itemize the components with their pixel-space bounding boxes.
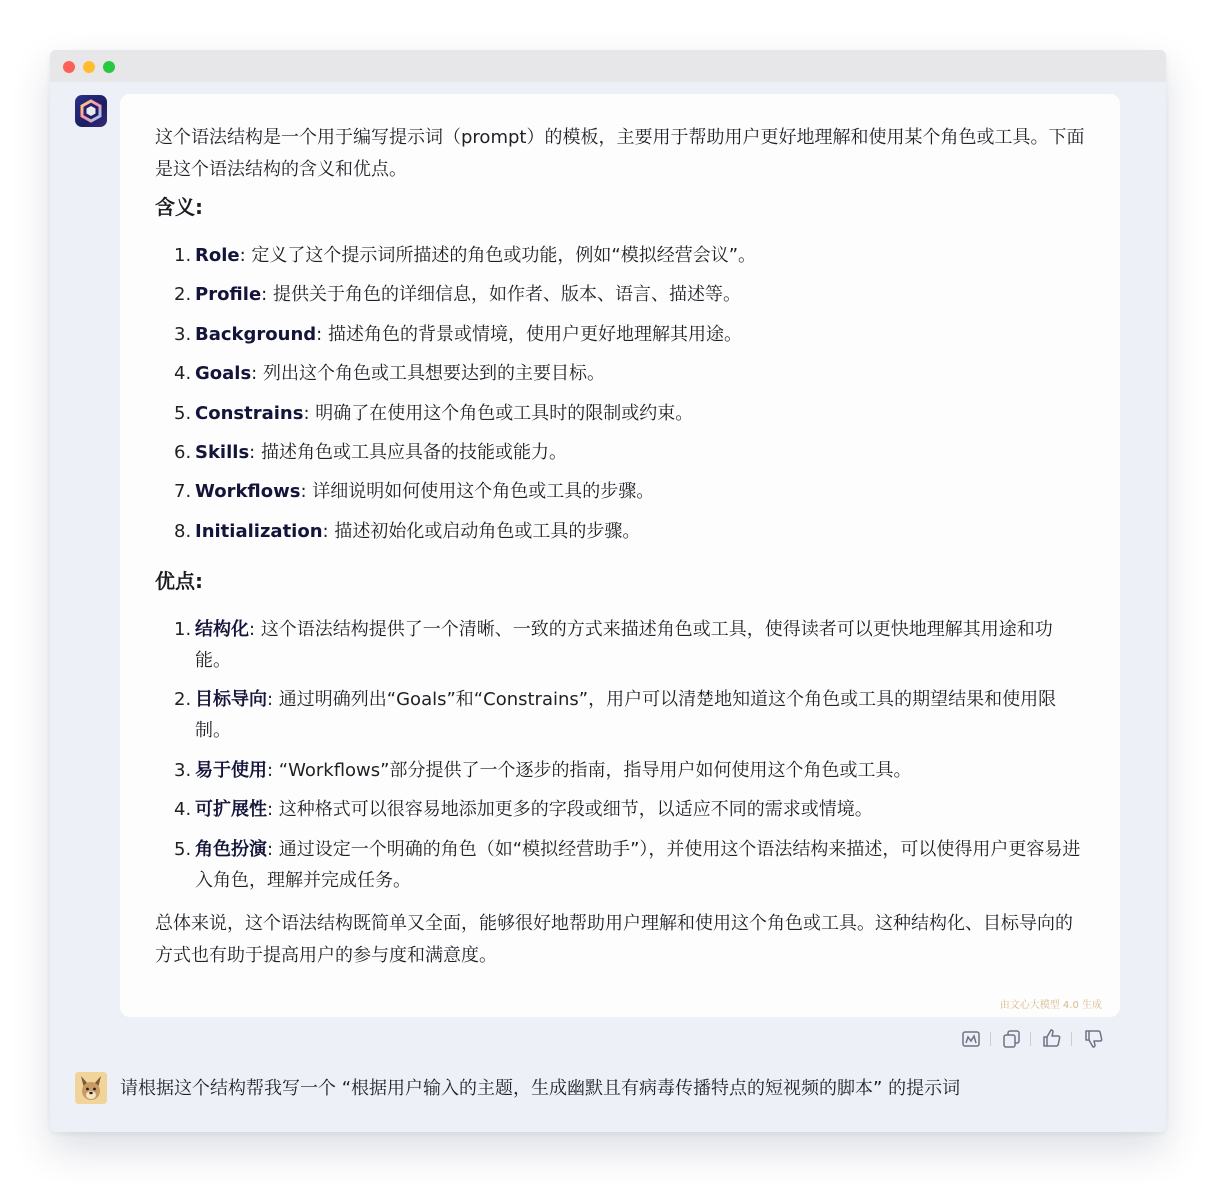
list-item-term: Role <box>195 245 240 266</box>
list-item-description: : 通过设定一个明确的角色（如“模拟经营助手”），并使用这个语法结构来描述，可以使得用户更容易进入角色，理解并完成任务。 <box>195 838 1081 891</box>
list-item <box>155 614 1085 676</box>
list-item-term: Initialization <box>195 520 323 542</box>
list-item-term: Constrains <box>195 402 304 424</box>
minimize-window-button[interactable] <box>83 61 95 73</box>
list-item-term: Background <box>195 323 317 345</box>
list-item-term: Skills <box>195 441 250 463</box>
close-window-button[interactable] <box>63 61 75 73</box>
list-item <box>155 516 1085 548</box>
advantages-heading: 优点: <box>155 568 203 593</box>
dog-avatar-icon <box>75 1072 107 1104</box>
list-item-term: Goals <box>195 363 252 385</box>
list-item-description: : 列出这个角色或工具想要达到的主要目标。 <box>251 363 605 385</box>
bot-message-content <box>155 122 1085 972</box>
list-item-term: 易于使用 <box>195 759 267 781</box>
list-item-description: : 描述角色的背景或情境，使用户更好地理解其用途。 <box>316 323 742 345</box>
list-item-number: 2. <box>174 284 192 306</box>
list-item-description: : 描述角色或工具应具备的技能或能力。 <box>249 441 567 463</box>
action-separator <box>990 1032 991 1046</box>
list-item-term: Workflows <box>195 481 301 503</box>
title-bar <box>50 50 1166 82</box>
list-item-description: : 详细说明如何使用这个角色或工具的步骤。 <box>300 481 655 503</box>
chart-icon[interactable] <box>960 1028 982 1050</box>
thumbs-up-icon[interactable] <box>1041 1027 1063 1049</box>
list-item-number: 1. <box>174 245 192 266</box>
list-item <box>155 834 1085 896</box>
list-item <box>155 279 1085 311</box>
list-item-term: 目标导向 <box>195 689 267 711</box>
app-window <box>50 50 1166 1132</box>
list-item-number: 3. <box>174 759 192 781</box>
advantages-list <box>155 614 1085 896</box>
list-item-description: : 提供关于角色的详细信息，如作者、版本、语言、描述等。 <box>261 284 741 306</box>
list-item-number: 2. <box>174 689 192 711</box>
list-item-description: : 定义了这个提示词所描述的角色或功能，例如“模拟经营会议”。 <box>239 245 757 266</box>
list-item <box>155 755 1085 786</box>
list-item-number: 5. <box>174 402 192 424</box>
list-item <box>155 684 1085 746</box>
action-separator <box>1030 1032 1031 1046</box>
summary-paragraph: 总体来说，这个语法结构既简单又全面，能够很好地帮助用户理解和使用这个角色或工具。这种结构化、目标导向的方式也有助于提高用户的参与度和满意度。 <box>155 912 1073 966</box>
list-item-description: : “Workflows”部分提供了一个逐步的指南，指导用户如何使用这个角色或工具。 <box>267 759 912 781</box>
user-avatar <box>75 1072 107 1104</box>
meaning-heading: 含义: <box>155 195 203 219</box>
ernie-logo-icon <box>75 95 107 127</box>
list-item-number: 4. <box>174 363 192 385</box>
maximize-window-button[interactable] <box>103 61 115 73</box>
list-item-description: : 描述初始化或启动角色或工具的步骤。 <box>322 520 641 542</box>
list-item-term: 结构化 <box>195 618 249 640</box>
list-item <box>155 476 1085 508</box>
list-item-term: 可扩展性 <box>195 799 267 821</box>
list-item-number: 5. <box>174 838 192 860</box>
copy-icon[interactable] <box>1000 1028 1022 1050</box>
list-item <box>155 240 1085 272</box>
list-item-description: : 明确了在使用这个角色或工具时的限制或约束。 <box>303 402 694 424</box>
list-item-description: : 这个语法结构提供了一个清晰、一致的方式来描述角色或工具，使得读者可以更快地理解其用途和功能。 <box>195 618 1053 671</box>
list-item <box>155 437 1085 469</box>
list-item-number: 4. <box>174 799 192 821</box>
list-item-number: 1. <box>174 618 192 640</box>
generated-by-watermark: 由文心大模型 4.0 生成 <box>999 1000 1102 1011</box>
list-item-number: 3. <box>174 323 192 345</box>
bot-message-bubble <box>120 94 1120 1017</box>
list-item <box>155 398 1085 430</box>
intro-paragraph: 这个语法结构是一个用于编写提示词（prompt）的模板，主要用于帮助用户更好地理解和使用某个角色或工具。下面是这个语法结构的含义和优点。 <box>155 127 1085 180</box>
user-message-text: 请根据这个结构帮我写一个 “根据用户输入的主题，生成幽默且有病毒传播特点的短视频的脚本” 的提示词 <box>120 1078 961 1099</box>
list-item-description: : 通过明确列出“Goals”和“Constrains”，用户可以清楚地知道这个角色或工具的期望结果和使用限制。 <box>195 689 1057 742</box>
list-item-description: : 这种格式可以很容易地添加更多的字段或细节，以适应不同的需求或情境。 <box>267 799 873 821</box>
list-item <box>155 794 1085 825</box>
meaning-list <box>155 240 1085 548</box>
list-item-number: 8. <box>174 520 192 542</box>
list-item <box>155 319 1085 351</box>
bot-avatar <box>75 95 107 127</box>
list-item-number: 6. <box>174 441 192 463</box>
thumbs-down-icon[interactable] <box>1083 1028 1105 1050</box>
list-item-number: 7. <box>174 481 192 503</box>
list-item <box>155 358 1085 390</box>
list-item-term: Profile <box>195 284 262 306</box>
action-separator <box>1071 1032 1072 1046</box>
list-item-term: 角色扮演 <box>195 838 267 860</box>
